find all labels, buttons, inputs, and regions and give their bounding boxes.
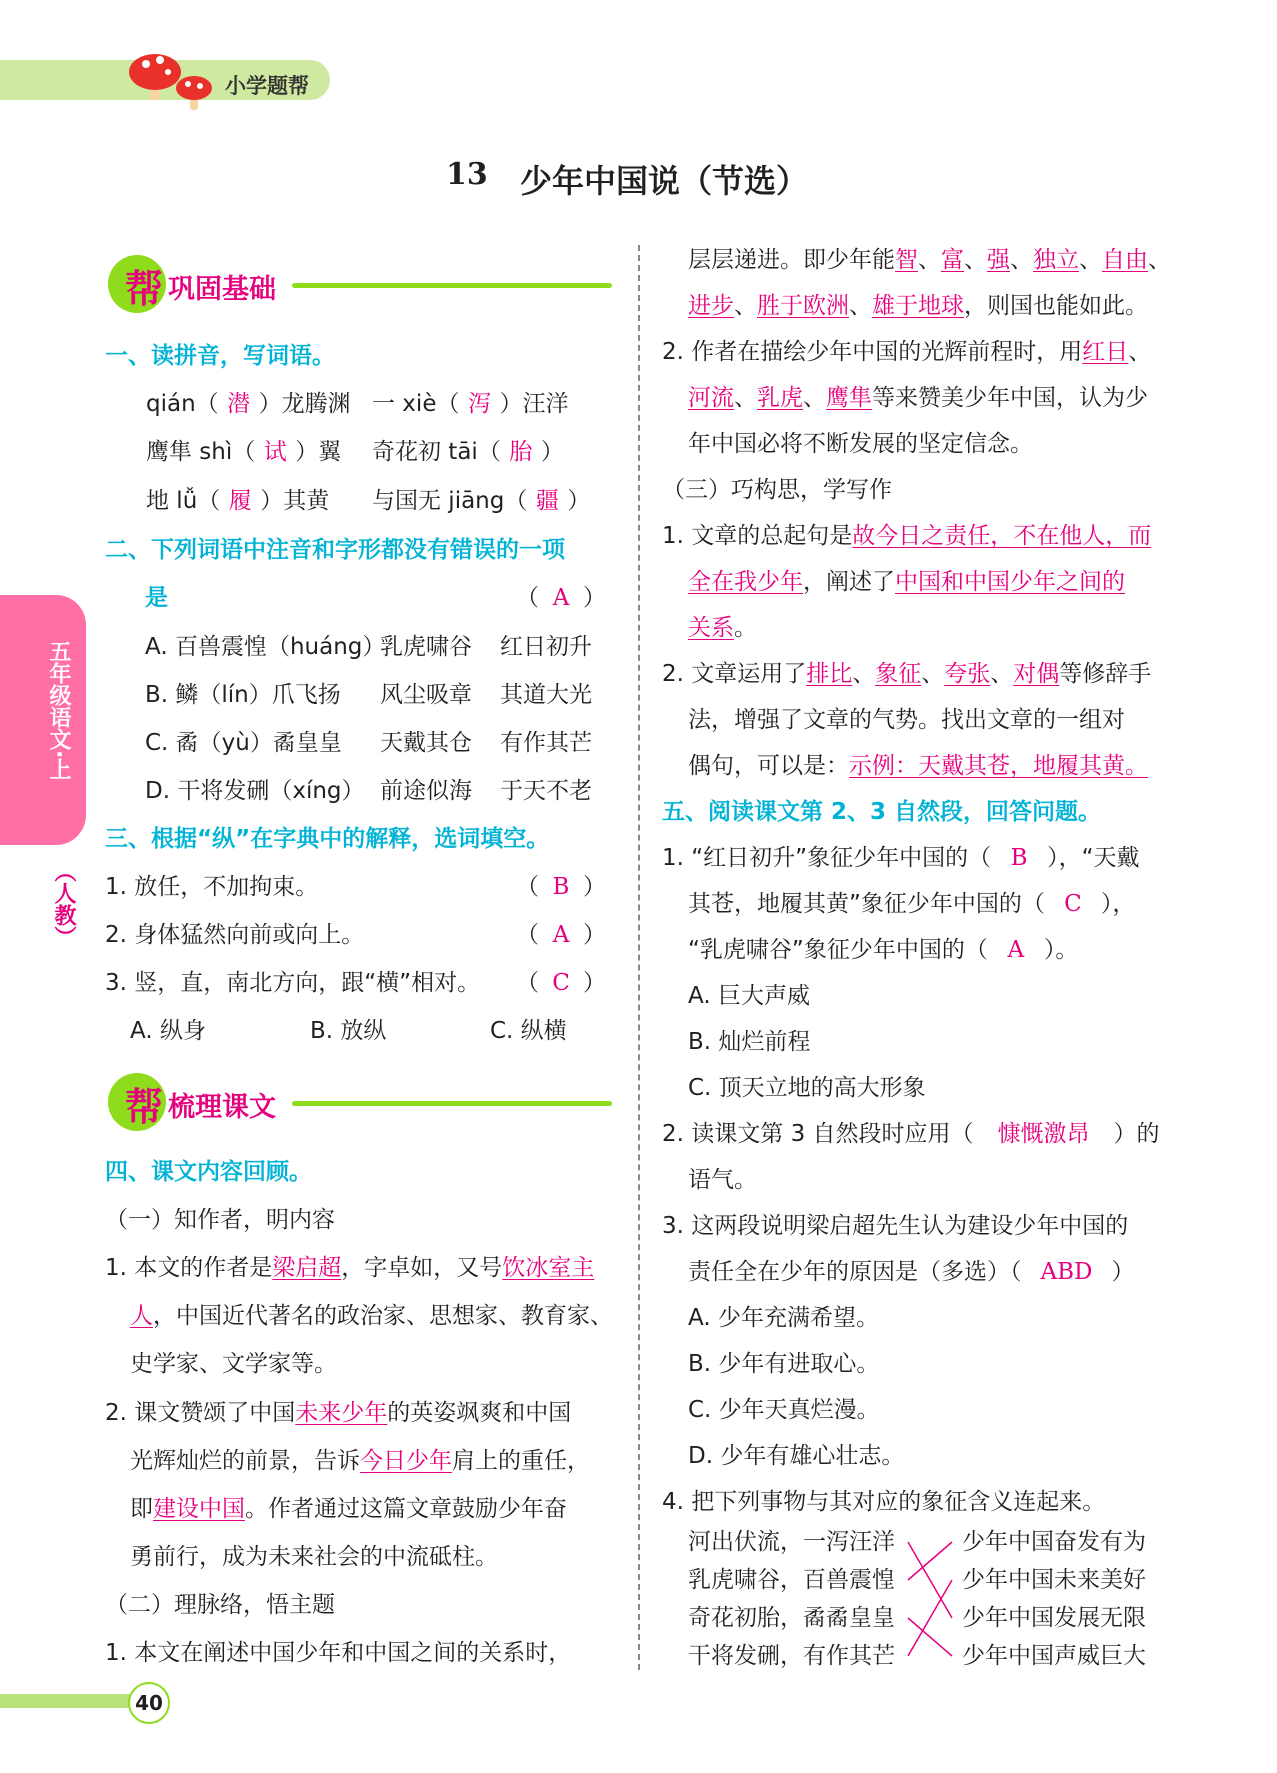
q4-p1-line1: 1. 本文的作者是梁启超，字卓如，又号饮冰室主 bbox=[105, 1255, 595, 1281]
q3-item-1: 1. 放任，不加拘束。 bbox=[105, 874, 319, 900]
q5-l8: 4. 把下列事物与其对应的象征含义连起来。 bbox=[662, 1489, 1106, 1515]
match-left-4: 干将发硎，有作其芒 bbox=[688, 1643, 895, 1669]
q1-item-1: qián（ 潜 ）龙腾渊 bbox=[146, 391, 351, 417]
q2-option-c-w3: 有作其芒 bbox=[500, 730, 592, 756]
match-right-3: 少年中国发展无限 bbox=[962, 1605, 1146, 1631]
section2-bar bbox=[292, 1101, 612, 1106]
match-lines bbox=[900, 1530, 960, 1670]
section1-title: 巩固基础 bbox=[168, 274, 276, 305]
q2-heading: 二、下列词语中注音和字形都没有错误的一项 bbox=[105, 537, 565, 563]
q3-item-1-answer: （ B ） bbox=[516, 874, 606, 900]
r2-line1: 2. 作者在描绘少年中国的光辉前程时，用红日、 bbox=[662, 339, 1152, 365]
q5-opt2-a: A. 少年充满希望。 bbox=[688, 1305, 879, 1331]
q2-option-b-w3: 其道大光 bbox=[500, 682, 592, 708]
q2-option-a-w2: 乳虎啸谷 bbox=[380, 634, 472, 660]
q2-option-b-w2: 风尘吸章 bbox=[380, 682, 472, 708]
q1-item-5: 地 lǚ（ 履 ）其黄 bbox=[146, 488, 330, 514]
q4-p2-line1: 2. 课文赞颂了中国未来少年的英姿飒爽和中国 bbox=[105, 1400, 572, 1426]
right-sub3: （三）巧构思，学写作 bbox=[662, 477, 892, 503]
q2-option-a: A. 百兽震惶（huáng） bbox=[145, 634, 386, 660]
q3-item-3: 3. 竖，直，南北方向，跟“横”相对。 bbox=[105, 970, 481, 996]
q2-option-c-w2: 天戴其仓 bbox=[380, 730, 472, 756]
match-line-1 bbox=[908, 1542, 952, 1618]
q4-sub2: （二）理脉络，悟主题 bbox=[105, 1592, 335, 1618]
r1-line1: 层层递进。即少年能智、富、强、独立、自由、 bbox=[688, 247, 1171, 273]
q3-item-3-answer: （ C ） bbox=[516, 970, 606, 996]
q1-item-3: 鹰隼 shì（ 试 ）翼 bbox=[146, 439, 342, 465]
q5-l4: 2. 读课文第 3 自然段时应用（ 慷慨激昂 ）的 bbox=[662, 1121, 1160, 1147]
match-left-1: 河出伏流，一泻汪洋 bbox=[688, 1529, 895, 1555]
q3-item-2-answer: （ A ） bbox=[516, 922, 606, 948]
section2-title: 梳理课文 bbox=[168, 1092, 276, 1123]
q5-opt-c: C. 顶天立地的高大形象 bbox=[688, 1075, 926, 1101]
r4-line2: 法，增强了文章的气势。找出文章的一组对 bbox=[688, 707, 1125, 733]
page-title: 少年中国说（节选） bbox=[520, 162, 809, 200]
match-right-1: 少年中国奋发有为 bbox=[962, 1529, 1146, 1555]
q3-choice-b: B. 放纵 bbox=[310, 1018, 387, 1044]
q3-choice-a: A. 纵身 bbox=[130, 1018, 206, 1044]
brand-name: 小学题帮 bbox=[225, 74, 309, 98]
q5-l7: 责任全在少年的原因是（多选）（ ABD ） bbox=[688, 1259, 1135, 1285]
side-tab-grade: 五年级语文·上 bbox=[46, 640, 71, 781]
q4-p2-line3: 即建设中国。作者通过这篇文章鼓励少年奋 bbox=[130, 1496, 567, 1522]
q5-l5: 语气。 bbox=[688, 1167, 757, 1193]
q5-opt2-d: D. 少年有雄心壮志。 bbox=[688, 1443, 905, 1469]
q4-heading: 四、课文内容回顾。 bbox=[105, 1159, 312, 1185]
q1-item-6: 与国无 jiāng（ 疆 ） bbox=[372, 488, 591, 514]
match-left-3: 奇花初胎，矞矞皇皇 bbox=[688, 1605, 895, 1631]
r2-line2: 河流、乳虎、鹰隼等来赞美少年中国，认为少 bbox=[688, 385, 1148, 411]
q4-p1-line2: 人，中国近代著名的政治家、思想家、教育家、 bbox=[130, 1303, 613, 1329]
q3-item-2: 2. 身体猛然向前或向上。 bbox=[105, 922, 365, 948]
q1-item-4: 奇花初 tāi（ 胎 ） bbox=[372, 439, 564, 465]
r4-line3: 偶句，可以是：示例：天戴其苍，地履其黄。 bbox=[688, 753, 1148, 779]
q4-p2-line4: 勇前行，成为未来社会的中流砥柱。 bbox=[130, 1544, 498, 1570]
r1-line2: 进步、胜于欧洲、雄于地球，则国也能如此。 bbox=[688, 293, 1148, 319]
match-left-2: 乳虎啸谷，百兽震惶 bbox=[688, 1567, 895, 1593]
section1-bar bbox=[292, 283, 612, 288]
match-right-2: 少年中国未来美好 bbox=[962, 1567, 1146, 1593]
q4-p1-line3: 史学家、文学家等。 bbox=[130, 1351, 337, 1377]
q5-l1: 1. “红日初升”象征少年中国的（ B ），“天戴 bbox=[662, 845, 1140, 871]
q5-opt-a: A. 巨大声威 bbox=[688, 983, 810, 1009]
column-divider bbox=[638, 245, 640, 1670]
q3-heading: 三、根据“纵”在字典中的解释，选词填空。 bbox=[105, 826, 550, 852]
q4-p2-line2: 光辉灿烂的前景，告诉今日少年肩上的重任， bbox=[130, 1448, 590, 1474]
q5-l6: 3. 这两段说明梁启超先生认为建设少年中国的 bbox=[662, 1213, 1129, 1239]
q2-option-b: B. 鳞（lín）爪飞扬 bbox=[145, 682, 341, 708]
q5-opt2-b: B. 少年有进取心。 bbox=[688, 1351, 880, 1377]
q2-option-d-w2: 前途似海 bbox=[380, 778, 472, 804]
q1-item-2: 一 xiè（ 泻 ）汪洋 bbox=[372, 391, 569, 417]
q1-heading: 一、读拼音，写词语。 bbox=[105, 343, 335, 369]
q5-l3: “乳虎啸谷”象征少年中国的（ A ）。 bbox=[688, 937, 1079, 963]
side-tab-edition: （人教） bbox=[51, 860, 76, 948]
match-line-3 bbox=[908, 1618, 952, 1656]
q4-p3: 1. 本文在阐述中国少年和中国之间的关系时， bbox=[105, 1640, 572, 1666]
q2-heading-cont: 是 bbox=[145, 585, 168, 611]
r4-line1: 2. 文章运用了排比、象征、夸张、对偶等修辞手 bbox=[662, 661, 1152, 687]
q5-opt-b: B. 灿烂前程 bbox=[688, 1029, 811, 1055]
r3-line2: 全在我少年，阐述了中国和中国少年之间的 bbox=[688, 569, 1125, 595]
q2-answer: （ A ） bbox=[516, 585, 606, 611]
page-number: 40 bbox=[128, 1682, 170, 1724]
q2-option-c: C. 矞（yù）矞皇皇 bbox=[145, 730, 342, 756]
q4-sub1: （一）知作者，明内容 bbox=[105, 1207, 335, 1233]
match-line-2 bbox=[908, 1542, 952, 1580]
q5-l2: 其苍，地履其黄”象征少年中国的（ C ）， bbox=[688, 891, 1136, 917]
q3-choice-c: C. 纵横 bbox=[490, 1018, 567, 1044]
q2-option-d-w3: 于天不老 bbox=[500, 778, 592, 804]
q2-option-a-w3: 红日初升 bbox=[500, 634, 592, 660]
r3-line3: 关系。 bbox=[688, 615, 757, 641]
r2-line3: 年中国必将不断发展的坚定信念。 bbox=[688, 431, 1033, 457]
mushroom-logo-icon bbox=[128, 46, 218, 116]
section1-prefix: 帮 bbox=[125, 266, 164, 311]
r3-line1: 1. 文章的总起句是故今日之责任，不在他人，而 bbox=[662, 523, 1152, 549]
q5-opt2-c: C. 少年天真烂漫。 bbox=[688, 1397, 880, 1423]
match-line-4 bbox=[908, 1580, 952, 1656]
q2-option-d: D. 干将发硎（xíng） bbox=[145, 778, 365, 804]
section2-prefix: 帮 bbox=[125, 1084, 164, 1129]
q5-heading: 五、阅读课文第 2、3 自然段，回答问题。 bbox=[662, 799, 1102, 825]
lesson-number: 13 bbox=[446, 157, 488, 192]
match-right-4: 少年中国声威巨大 bbox=[962, 1643, 1146, 1669]
